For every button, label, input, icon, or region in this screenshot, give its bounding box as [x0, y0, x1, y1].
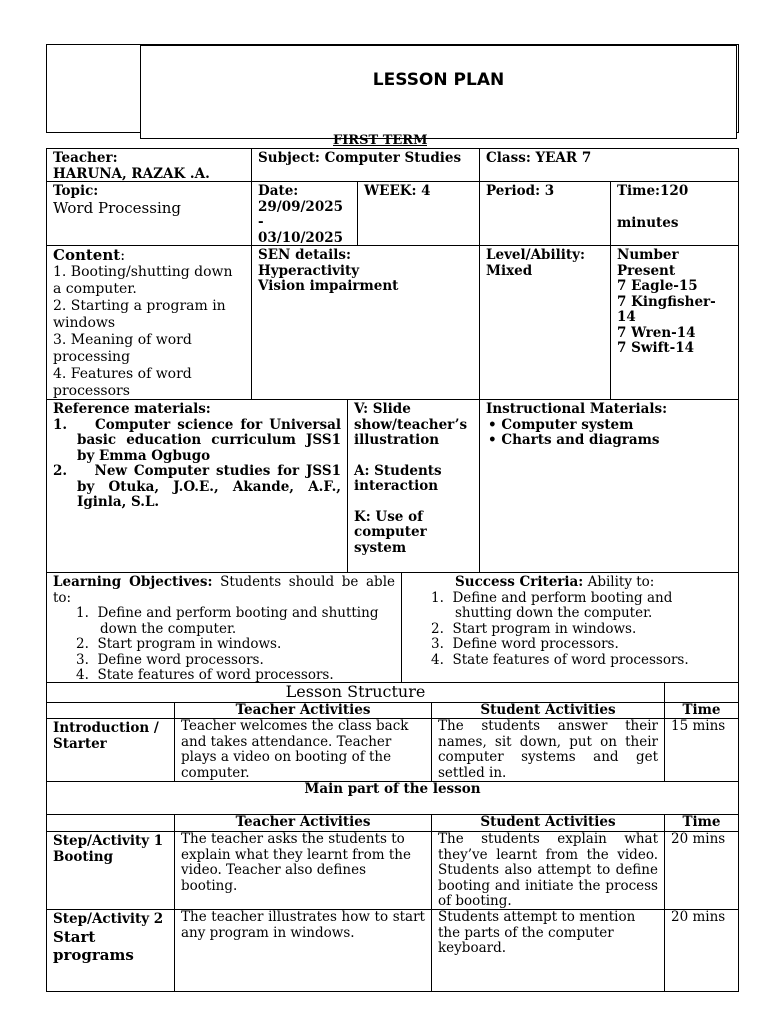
level-value: Mixed [486, 262, 533, 279]
class-cell [479, 148, 739, 182]
step1-time: 20 mins [664, 831, 739, 910]
reference-item: New Computer studies for JSS1 by Otuka, J.O.E., Akande, A.F., Iginla, S.L. [77, 463, 341, 510]
sen-line: Hyperactivity [258, 262, 360, 279]
intro-label-cell [46, 718, 175, 782]
success-criteria-label: Success Criteria: [455, 574, 584, 590]
content-cell: Content: 1. Booting/shutting down a computer. 2. Starting a program in windows 3. Meaning of word processing 4. Features of word processors [46, 245, 252, 400]
step1-teacher-activity: The teacher asks the students to explain what they learnt from the video. Teacher also defines booting. [174, 831, 432, 910]
level-label: Level/Ability: [486, 247, 585, 263]
week-cell [357, 181, 480, 246]
main-col-student-activities: Student Activities [431, 814, 665, 832]
main-part-title: Main part of the lesson [304, 781, 481, 797]
date-cell [251, 181, 358, 246]
col-student-activities: Student Activities [431, 702, 665, 719]
step2-time: 20 mins [664, 909, 739, 992]
content-label: Content [53, 246, 121, 264]
step2-student-activity: Students attempt to mention the parts of the computer keyboard. [431, 909, 665, 992]
vak-cell [347, 399, 480, 573]
col-time: Time [664, 702, 739, 719]
reference-item: Computer science for Universal basic education curriculum JSS1 by Emma Ogbugo [77, 416, 341, 464]
subject-cell [251, 148, 480, 182]
intro-student-activity: The students answer their names, sit down, put on their computer systems and get settled in. [431, 718, 665, 782]
topic-value: Word Processing [53, 198, 181, 217]
time-cell [610, 181, 739, 246]
date-line: 03/10/2025 [258, 229, 344, 246]
success-criteria-cell: Success Criteria: Ability to: 1. Define and perform booting and shutting down the computer. 2. Start program in windows. 3. Define word processors. 4. State features of word processors. [401, 572, 739, 683]
teacher-cell [46, 148, 252, 182]
subject-text: Subject: Computer Studies [258, 150, 462, 166]
learning-objectives-cell: Learning Objectives: Students should be able to: 1. Define and perform booting and shutting down the computer. 2. Start program in windows. 3. Define word processors. 4. State features of word processors. [46, 572, 402, 683]
main-part-title-cell [46, 781, 739, 815]
structure-header-blank [46, 702, 175, 719]
content-item: 2. Starting a program in windows [53, 298, 226, 331]
week-text: WEEK: 4 [364, 183, 431, 199]
sen-label: SEN details: [258, 247, 351, 263]
page-title: LESSON PLAN [372, 70, 505, 90]
level-cell [479, 245, 611, 400]
intro-teacher-activity: Teacher welcomes the class back and takes attendance. Teacher plays a video on booting of the computer. [174, 718, 432, 782]
reference-label: Reference materials: [53, 401, 211, 417]
class-text: Class: YEAR 7 [486, 150, 592, 166]
criteria-item: Define word processors. [452, 636, 619, 652]
main-col-time: Time [664, 814, 739, 832]
teacher-name: HARUNA, RAZAK .A. [53, 165, 210, 182]
lesson-structure-title-cell [46, 682, 665, 703]
step2-label: Step/Activity 2 [53, 911, 164, 927]
period-text: Period: 3 [486, 183, 555, 199]
step2-sublabel: Start programs [53, 927, 134, 964]
intro-time: 15 mins [664, 718, 739, 782]
reference-cell: Reference materials: 1. Computer science for Universal basic education curriculum JSS1 by Emma Ogbugo 2. New Computer studies for JSS1 by Otuka, J.O.E., Akande, A.F., Iginla, S.L. [46, 399, 348, 573]
intro-label: Introduction / Starter [53, 720, 159, 752]
teacher-label: Teacher: [53, 150, 118, 166]
header-title-box [140, 45, 737, 139]
learning-objectives-label: Learning Objectives: [53, 574, 213, 590]
content-item: 1. Booting/shutting down a computer. [53, 264, 233, 297]
learning-objectives-intro: Students should be able to: [53, 574, 395, 606]
number-present-label: Number Present [617, 247, 679, 279]
vak-auditory: A: Students interaction [354, 462, 442, 494]
instructional-materials-cell: Instructional Materials: • Computer system • Charts and diagrams [479, 399, 739, 573]
objective-item: Define word processors. [97, 651, 264, 668]
success-criteria-intro: Ability to: [583, 574, 655, 590]
number-present-line: 7 Wren-14 [617, 324, 696, 341]
date-label: Date: [258, 183, 299, 199]
topic-cell [46, 181, 252, 246]
lesson-structure-title: Lesson Structure [285, 682, 426, 701]
instructional-item: Charts and diagrams [501, 432, 660, 448]
step1-sublabel: Booting [53, 848, 114, 865]
step2-label-cell [46, 909, 175, 992]
instructional-label: Instructional Materials: [486, 401, 668, 417]
topic-label: Topic: [53, 183, 99, 199]
date-line: 29/09/2025 [258, 198, 344, 215]
objective-item: Start program in windows. [97, 636, 282, 652]
time-line: Time:120 [617, 183, 689, 199]
criteria-item: State features of word processors. [452, 651, 689, 668]
main-col-teacher-activities: Teacher Activities [174, 814, 432, 832]
step1-label-cell [46, 831, 175, 910]
criteria-item: Define and perform booting and shutting down the computer. [452, 589, 673, 621]
objective-item: Define and perform booting and shutting down the computer. [97, 605, 379, 637]
vak-visual: V: Slide show/teacher’s illustration [354, 401, 468, 448]
step2-teacher-activity: The teacher illustrates how to start any program in windows. [174, 909, 432, 992]
step1-label: Step/Activity 1 [53, 833, 164, 849]
objective-item: State features of word processors. [97, 667, 334, 683]
vak-kinesthetic: K: Use of computer system [354, 508, 427, 556]
content-item: 4. Features of word processors [53, 366, 192, 399]
number-present-cell [610, 245, 739, 400]
date-line: - [258, 214, 264, 230]
main-header-blank [46, 814, 175, 832]
period-cell [479, 181, 611, 246]
number-present-line: 7 Kingfisher-14 [617, 293, 716, 325]
col-teacher-activities: Teacher Activities [174, 702, 432, 719]
number-present-line: 7 Swift-14 [617, 340, 695, 356]
content-item: 3. Meaning of word processing [53, 332, 192, 365]
term-label: FIRST TERM [333, 134, 428, 147]
number-present-line: 7 Eagle-15 [617, 278, 698, 294]
instructional-item: Computer system [501, 416, 634, 433]
step1-student-activity: The students explain what they’ve learnt from the video. Students also attempt to define booting and initiate the process of booting. [431, 831, 665, 910]
sen-line: Vision impairment [258, 278, 399, 294]
criteria-item: Start program in windows. [452, 620, 637, 637]
time-line: minutes [617, 214, 679, 231]
sen-cell [251, 245, 480, 400]
lesson-structure-title-blank [664, 682, 739, 703]
